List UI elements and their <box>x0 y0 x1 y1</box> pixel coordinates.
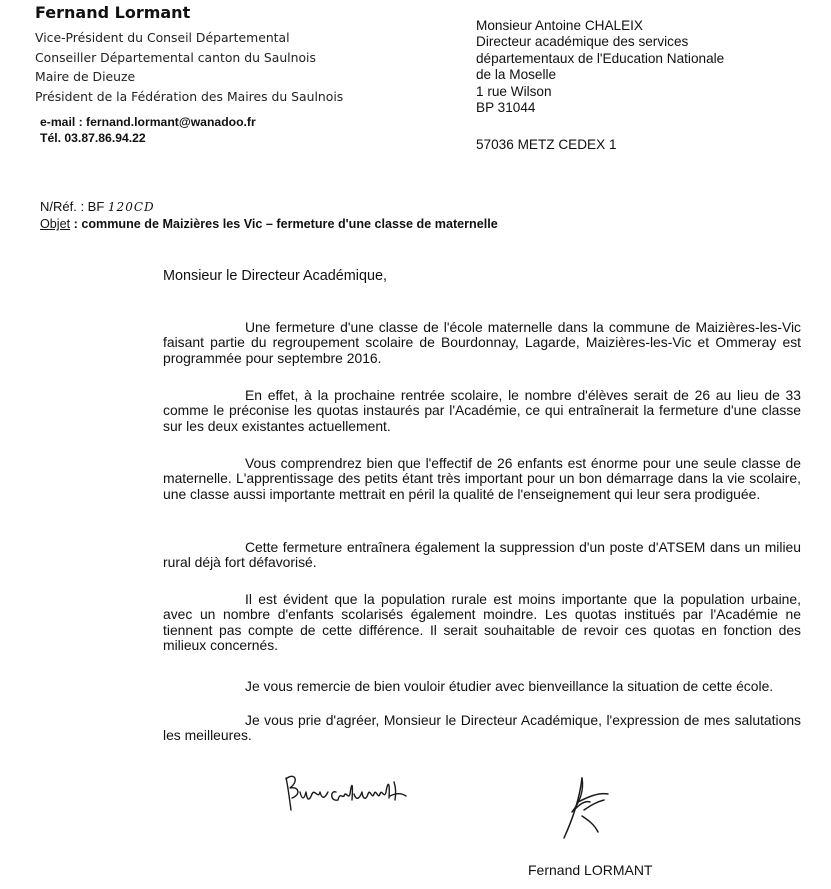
sender-title-president: Président de la Fédération des Maires du Saulnois <box>35 88 344 104</box>
handwritten-mention-scribble <box>282 770 422 814</box>
recipient-function-line-2: départementaux de l'Education Nationale <box>476 50 725 66</box>
sender-name: Fernand Lormant <box>35 3 191 22</box>
recipient-address <box>476 18 724 154</box>
handwritten-mention <box>282 770 422 819</box>
subject-label: Objet <box>40 217 71 231</box>
recipient-name: Monsieur Antoine CHALEIX <box>476 18 643 33</box>
paragraph-class-size: Vous comprendrez bien que l'effectif de 26 enfants est énorme pour une seule classe de maternelle. L'apprentissage des petits étant très important pour un bon démarrage dans la vie scolaire, une classe aussi importante mettrait en péril la qualité de l'enseignement qui leur sera prodiguée. <box>163 455 801 502</box>
paragraph-closing-formula: Je vous prie d'agréer, Monsieur le Directeur Académique, l'expression de mes salutations les meilleures. <box>163 712 801 744</box>
sender-title-maire: Maire de Dieuze <box>35 69 136 84</box>
paragraph-atsem: Cette fermeture entraînera également la suppression d'un poste d'ATSEM dans un milieu rural déjà fort défavorisé. <box>163 539 801 571</box>
sender-title-conseiller: Conseiller Départemental canton du Saulnois <box>35 49 316 65</box>
sender-email: e-mail : fernand.lormant@wanadoo.fr <box>40 115 256 129</box>
recipient-function-line-1: Directeur académique des services <box>476 34 689 50</box>
paragraph-pupil-count: En effet, à la prochaine rentrée scolaire, le nombre d'élèves serait de 26 au lieu de 33 comme le préconise les quotas instaurés par l'Académie, ce qui entraînerait la fermeture d'une classe sur les deux existantes actuellement. <box>163 387 801 434</box>
recipient-city: 57036 METZ CEDEX 1 <box>476 137 617 153</box>
sender-phone: Tél. 03.87.86.94.22 <box>40 131 146 145</box>
sender-block <box>35 3 375 106</box>
salutation: Monsieur le Directeur Académique, <box>163 268 387 284</box>
reference-line <box>40 199 155 215</box>
paragraph-thanks: Je vous remercie de bien vouloir étudier avec bienveillance la situation de cette école. <box>245 678 774 694</box>
sender-title-vice-president: Vice-Président du Conseil Départemental <box>35 30 290 45</box>
subject-separator: : <box>70 217 82 231</box>
recipient-street: 1 rue Wilson <box>476 83 552 99</box>
recipient-po-box: BP 31044 <box>476 100 536 116</box>
subject-text: commune de Maizières les Vic – fermeture d'une classe de maternelle <box>81 217 498 231</box>
signature-scribble <box>560 772 620 842</box>
sender-contact <box>40 114 256 146</box>
signature-mark <box>560 772 620 847</box>
subject-line <box>40 216 498 232</box>
reference-label: N/Réf. : BF <box>40 199 105 214</box>
paragraph-rural-population: Il est évident que la population rurale est moins importante que la population urbaine, avec un nombre d'enfants scolarisés également moindre. Les quotas institués par l'Académie ne tiennent pas compte de cette différence. Il serait souhaitable de revoir ces quotas en fonction des milieux concernés. <box>163 591 801 654</box>
signer-name: Fernand LORMANT <box>528 862 653 878</box>
paragraph-closure-announcement: Une fermeture d'une classe de l'école maternelle dans la commune de Maizières-les-Vic faisant partie du regroupement scolaire de Bourdonnay, Lagarde, Maizières-les-Vic et Ommeray est programmée pour septembre 2016. <box>163 319 801 366</box>
recipient-function-line-3: de la Moselle <box>476 67 557 83</box>
reference-handwritten-code: 120CD <box>107 200 155 214</box>
